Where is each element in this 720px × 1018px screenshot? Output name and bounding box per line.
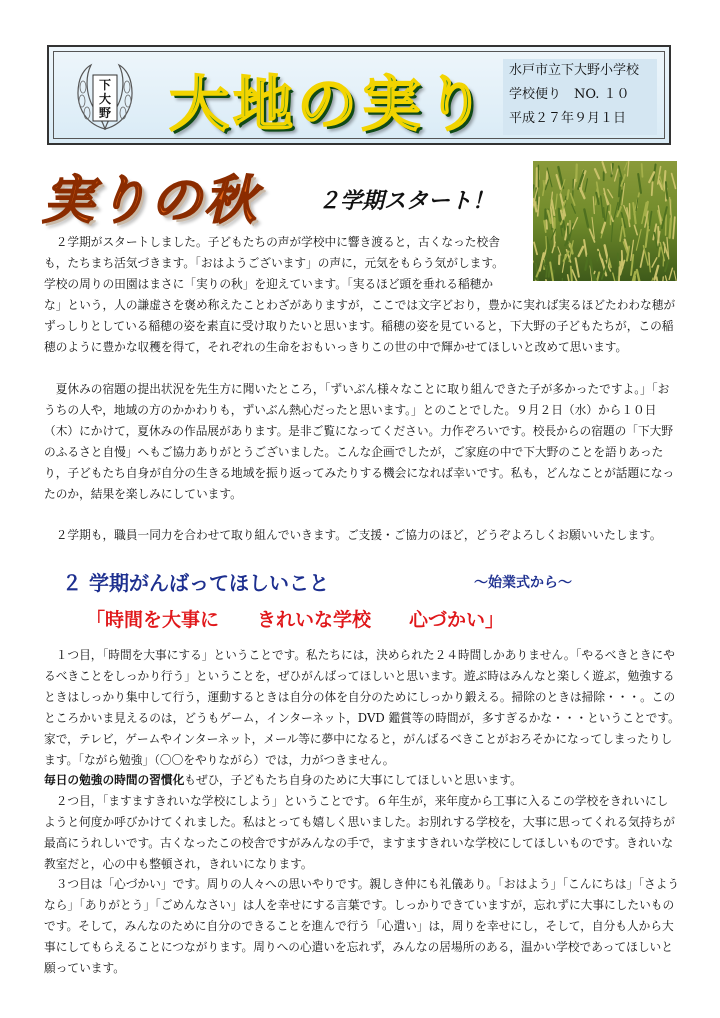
rice-stalk [573, 179, 574, 199]
intro-paragraph-1 [44, 232, 680, 357]
issue-number: 学校便り NO. １０ [509, 87, 630, 102]
emblem-char-a: 下 [98, 78, 112, 92]
rice-stalk [546, 220, 547, 228]
goals-slogans: 「時間を大事に きれいな学校 心づかい」 [86, 609, 505, 631]
goal-paragraph-1-text: １つ目，「時間を大事にする」ということです。私たちには，決められた２４時間しかありません。「やるべきときにやるべきことをしっかり行う」ということを，ぜひがんばってほしいと思います。遊ぶ時はみんなと楽しく遊ぶ，勉強するときはしっかり集中して行う，運動するときは自分の体を自分のためにしっかり鍛える。掃除のときは掃除・・・。このところかいま見えるのは，どうもゲーム，インターネット，DVD 鑑賞等の時間が，多すぎるかな・・・ということです。家で，テレビ，ゲームやインターネット，メール等に夢中になると，がんばるべきことがおろそかになってしまったりします。「ながら勉強」（〇〇をやりながら）では，力がつきません。 [44, 648, 680, 767]
study-habit-emphasis: 毎日の勉強の時間の習慣化 [44, 773, 185, 787]
goal-paragraph-1-tail: もぜひ，子どもたち自身のために大事にしてほしいと思います。 [184, 773, 522, 787]
rice-stalk [567, 190, 568, 199]
rice-stalk [619, 178, 621, 197]
rice-stalk [642, 164, 643, 177]
school-emblem-icon [69, 57, 141, 133]
rice-stalk [629, 204, 630, 219]
rice-stalk [576, 165, 577, 181]
section-subheading: ２学期スタート！ [318, 189, 495, 214]
emblem-char-b: 大 [98, 92, 112, 106]
goal-paragraph-3: ３つ目は「心づかい」です。周りの人々への思いやりです。親しき仲にも礼儀あり。「おはよう」「こんにちは」「さようなら」「ありがとう」「ごめんなさい」は人を幸せにする言葉です。しっかりできていますが，忘れずに大事にしたいものです。そして，みんなのために自分のできることを進んで行う「心遣い」は，周りを幸せにし，そして，自分も人から大事にしてもらえることにつながります。周りへの心遣いを忘れず，みんなの居場所のある，温かい学校であってほしいと願っています。 [44, 877, 680, 975]
intro-paragraph-1-bottom: な」という，人の謙虚さを褒め称えたことわざがありますが，ここでは文字どおり，豊かに実れば実るほどたわわな穂がずっしりとしている稲穂の姿を素直に受け取りたいと思います。稲穂の姿を見ていると，下大野の子どもたちが，この稲穂のように豊かな収穫を得て，それぞれの生命をおもいっきりこの世の中で輝かせてほしいと改めて思います。 [44, 297, 676, 354]
goals-section-subtitle: ～始業式から～ [474, 575, 572, 591]
goal-paragraph-1-continued [44, 770, 680, 791]
school-info-box [503, 59, 657, 135]
newsletter-title: 大地の実り [169, 70, 489, 140]
goal-paragraph-1 [44, 645, 680, 770]
issue-date: 平成２７年９月１日 [509, 111, 627, 126]
masthead [47, 45, 671, 145]
intro-paragraph-1-top: ２学期がスタートしました。子どもたちの声が学校中に響き渡ると，古くなった校舎も，たちまち活気づきます。「おはようございます」の声に，元気をもらう気がします。学校の周りの田園はまさに「実りの秋」を迎えています。「実るほど頭を垂れる稲穂か [44, 235, 504, 291]
emblem-char-c: 野 [98, 106, 112, 120]
intro-paragraph-3: ２学期も，職員一同力を合わせて取り組んでいきます。ご支援・ご協力のほど，どうぞよろしくお願いいたします。 [55, 528, 662, 542]
rice-stalk [559, 209, 560, 221]
rice-stalk [652, 182, 653, 195]
school-name: 水戸市立下大野小学校 [509, 63, 640, 78]
goals-section-title: ２ 学期がんばってほしいこと [62, 571, 329, 595]
goal-paragraph-2: ２つ目，「ますますきれいな学校にしよう」ということです。６年生が，来年度から工事に入るこの学校をきれいにしようと何度か呼びかけてくれました。私はとっても嬉しく思いました。お別れする学校を，大事に思ってくれる気持ちが最高にうれしいです。古くなったこの校舎ですがみんなの手で，ますますきれいな学校にしてほしいものです。きれいな教室だと，心の中も整頓され，きれいになります。 [44, 794, 675, 871]
section-heading-autumn: 実りの秋 [42, 171, 259, 231]
intro-paragraph-2: 夏休みの宿題の提出状況を先生方に聞いたところ，「ずいぶん様々なことに取り組んできた子が多かったですよ。」「おうちの人や，地域の方のかかわりも，ずいぶん熱心だったと思います。」とのことでした。９月２日（水）から１０日（木）にかけて，夏休みの作品展があります。是非ご覧になってください。力作ぞろいです。校長からの宿題の「下大野のふるさと自慢」へもご協力ありがとうございました。こんな企画でしたが，ご家庭の中で下大野のことを語りあったり，子どもたち自身が自分の生きる地域を振り返ってみたりする機会になれば幸いです。私も，どんなことが話題になったのか，結果を楽しみにしています。 [44, 382, 675, 501]
